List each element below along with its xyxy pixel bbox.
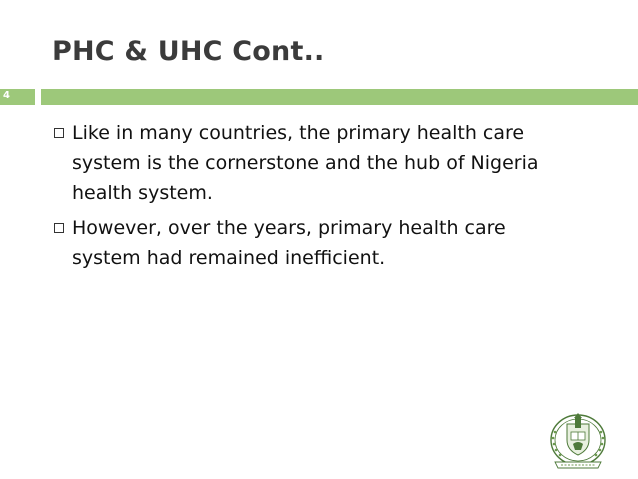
university-crest-logo: [543, 410, 613, 475]
list-item: [50, 118, 570, 208]
bullet-list: [50, 118, 570, 278]
hollow-square-bullet-icon: [54, 223, 64, 233]
hollow-square-bullet-icon: [54, 128, 64, 138]
slide-title: PHC & UHC Cont..: [52, 36, 325, 67]
list-item: [50, 213, 570, 273]
bullet-text: Like in many countries, the primary health care system is the cornerstone and the hub of Nigeria health system.: [72, 122, 539, 204]
title-divider-bar: [41, 89, 638, 105]
slide-number: 4: [3, 90, 10, 101]
bullet-text: However, over the years, primary health care system had remained inefficient.: [72, 217, 506, 269]
slide-number-badge: [0, 89, 35, 105]
